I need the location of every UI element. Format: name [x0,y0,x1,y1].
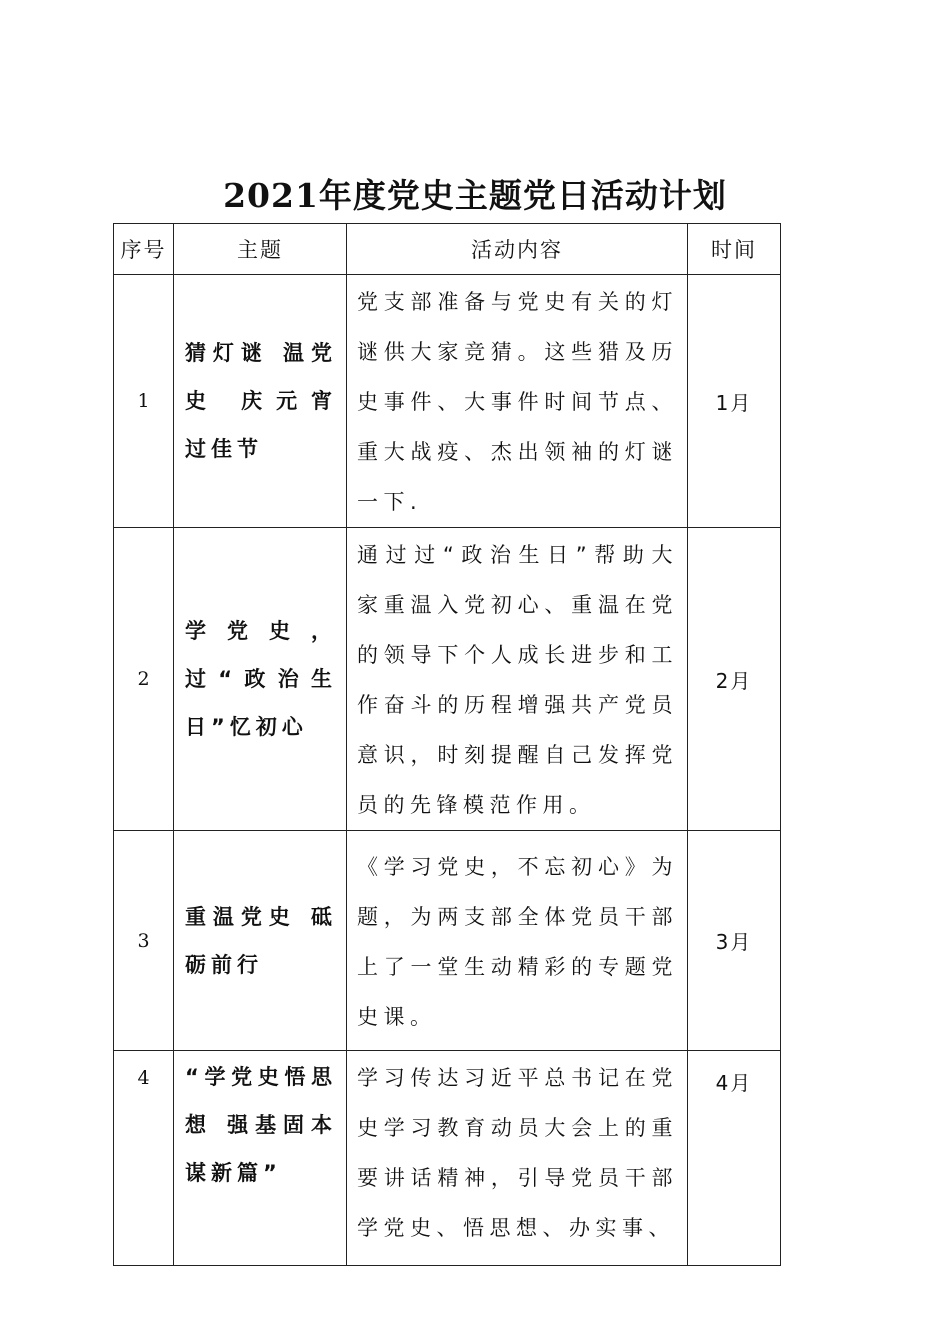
row-theme: 重温党史 砥砺前行 [174,831,347,1051]
row-content: 通过过“政治生日”帮助大家重温入党初心、重温在党的领导下个人成长进步和工作奋斗的历程增强共产党员意识，时刻提醒自己发挥党员的先锋模范作用。 [347,528,688,831]
row-theme: 猜灯谜 温党史 庆元宵 过佳节 [174,275,347,528]
activity-plan-table [113,223,781,1266]
row-seq: 4 [114,1051,174,1266]
table-row [114,1051,781,1266]
table-row [114,528,781,831]
header-theme: 主题 [174,224,347,275]
row-content: 学习传达习近平总书记在党史学习教育动员大会上的重要讲话精神，引导党员干部学党史、悟思想、办实事、 [347,1051,688,1266]
row-content: 《学习党史，不忘初心》为题，为两支部全体党员干部上了一堂生动精彩的专题党史课。 [347,831,688,1051]
row-time: 1月 [688,275,781,528]
row-time: 2月 [688,528,781,831]
row-theme: 学党史，过“政治生日”忆初心 [174,528,347,831]
row-content: 党支部准备与党史有关的灯谜供大家竞猜。这些猎及历史事件、大事件时间节点、重大战疫、杰出领袖的灯谜一下. [347,275,688,528]
table-row [114,831,781,1051]
table-header-row [114,224,781,275]
row-theme: “学党史悟思想 强基固本谋新篇” [174,1051,347,1266]
row-time: 4月 [688,1051,781,1266]
row-time: 3月 [688,831,781,1051]
row-seq: 2 [114,528,174,831]
row-seq: 3 [114,831,174,1051]
header-time: 时间 [688,224,781,275]
header-content: 活动内容 [347,224,688,275]
table-row [114,275,781,528]
row-seq: 1 [114,275,174,528]
page-title: 2021年度党史主题党日活动计划 [223,176,727,215]
header-seq: 序号 [114,224,174,275]
